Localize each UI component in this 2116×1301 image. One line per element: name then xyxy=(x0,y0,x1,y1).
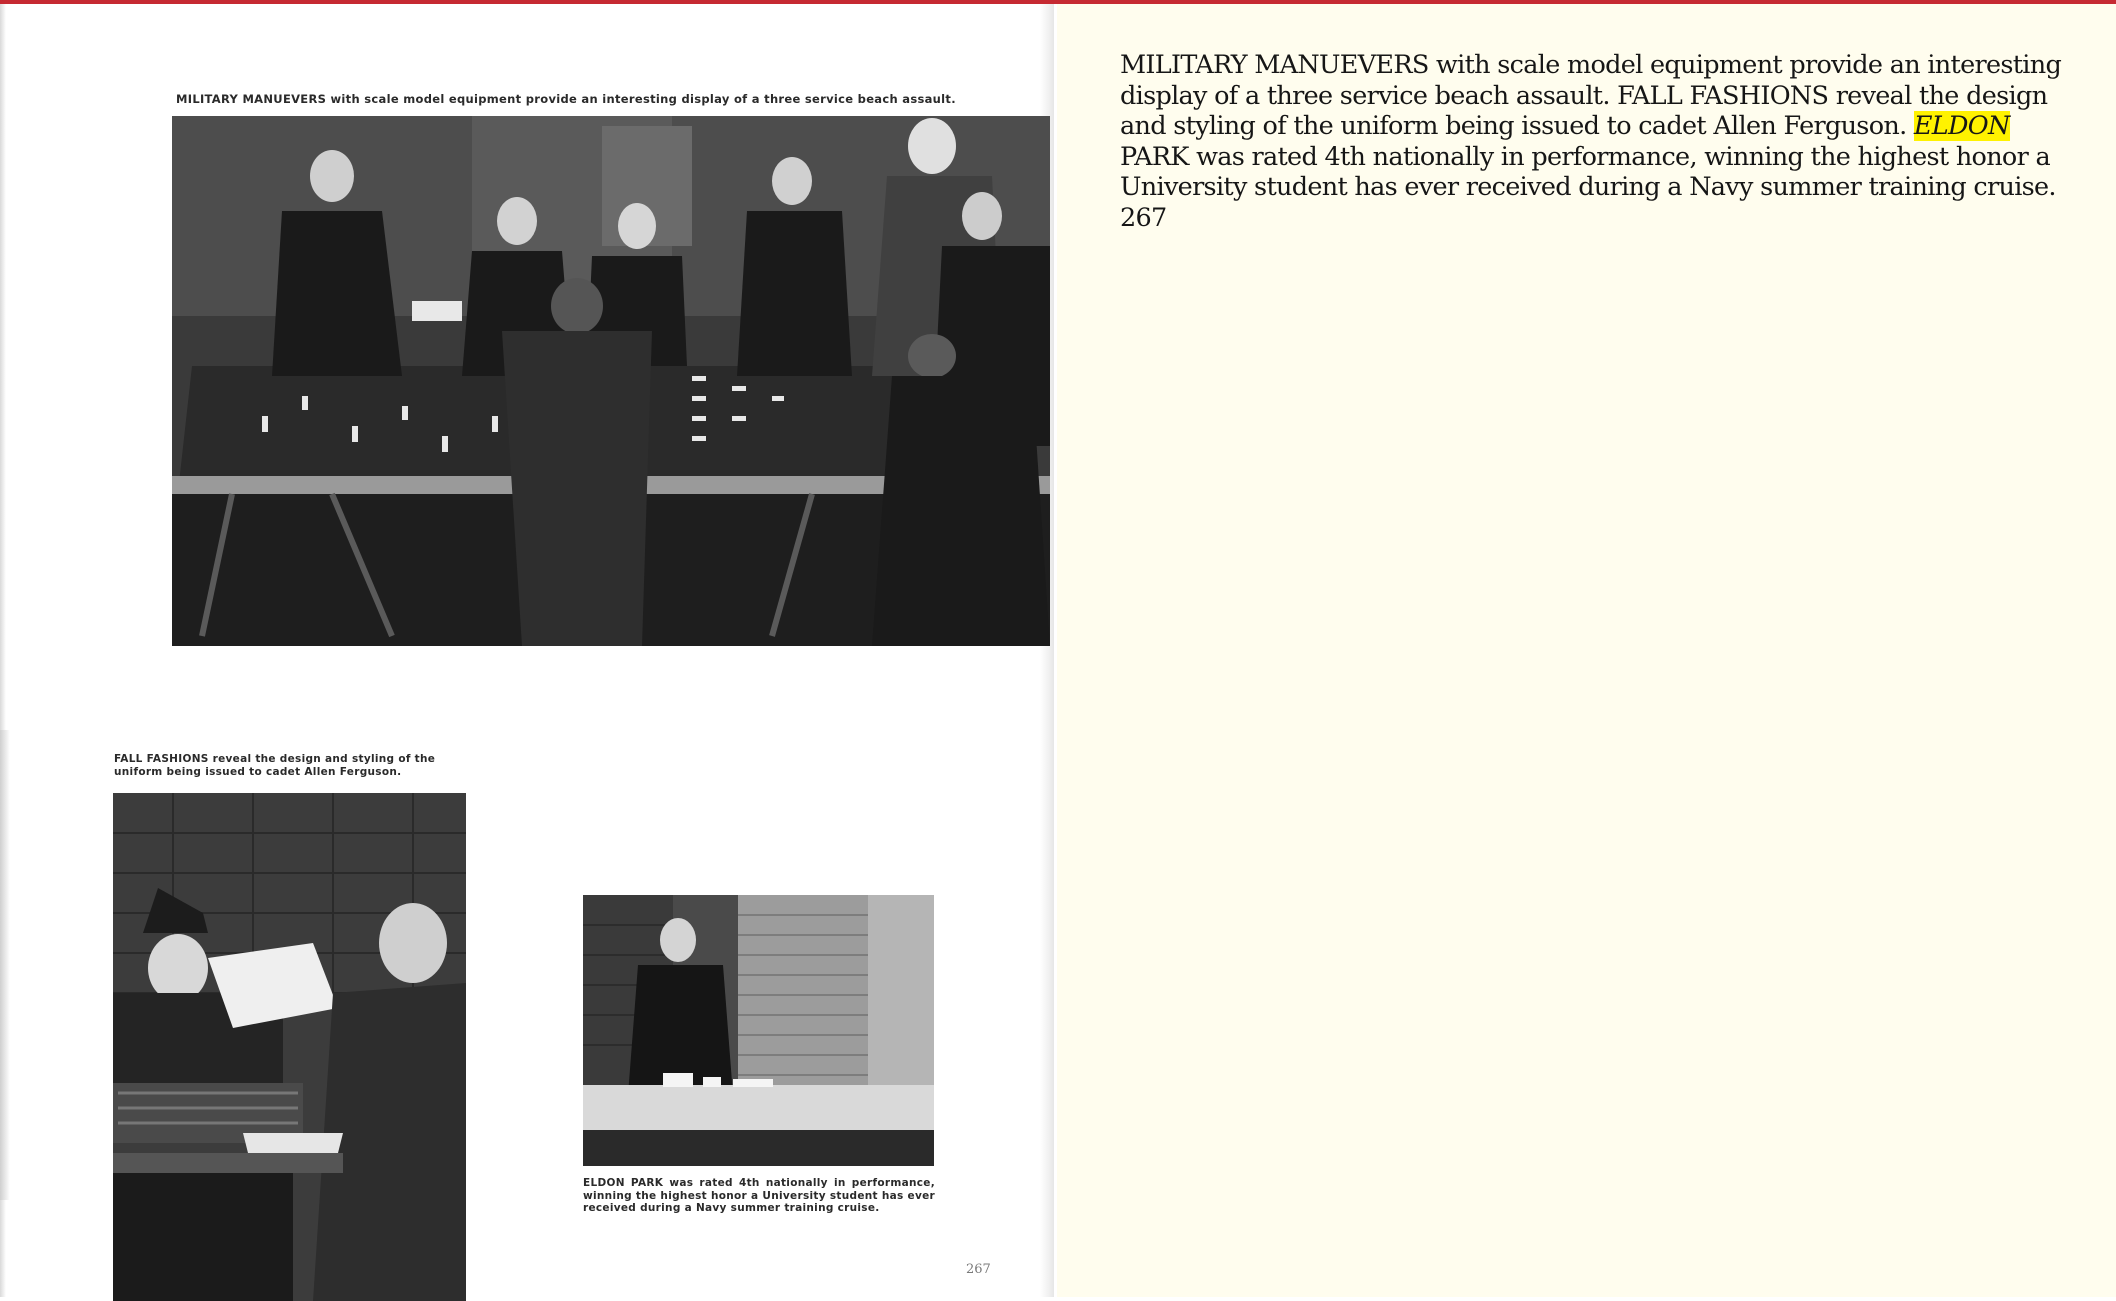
scanned-page xyxy=(0,4,1054,1297)
ocr-text-panel xyxy=(1057,4,2116,1297)
ocr-text-before: MILITARY MANUEVERS with scale model equipment provide an interesting display of a three service beach assault. FALL FASHIONS reveal the design and styling of the uniform being issued to cadet Allen Ferguson. xyxy=(1120,50,2062,141)
search-highlight[interactable]: ELDON xyxy=(1913,111,2010,141)
scan-page-number: 267 xyxy=(966,1262,991,1277)
photo-eldon-park xyxy=(583,895,934,1166)
photo-fall-fashions xyxy=(113,793,466,1301)
caption-eldon-park: ELDON PARK was rated 4th nationally in performance, winning the highest honor a University student has ever received during a Navy summer training cruise. xyxy=(583,1177,935,1214)
caption-fall-fashions: FALL FASHIONS reveal the design and styling of the uniform being issued to cadet Allen Ferguson. xyxy=(114,753,436,778)
ocr-text-after: PARK was rated 4th nationally in performance, winning the highest honor a University student has ever received during a Navy summer training cruise. 267 xyxy=(1120,141,2056,233)
page-edge-shadow-lower xyxy=(0,730,10,1200)
photo-military-manuevers xyxy=(172,116,1050,646)
ocr-text-block xyxy=(1120,50,2080,233)
caption-military-manuevers: MILITARY MANUEVERS with scale model equipment provide an interesting display of a three service beach assault. xyxy=(176,92,956,106)
document-viewer xyxy=(0,4,2116,1297)
